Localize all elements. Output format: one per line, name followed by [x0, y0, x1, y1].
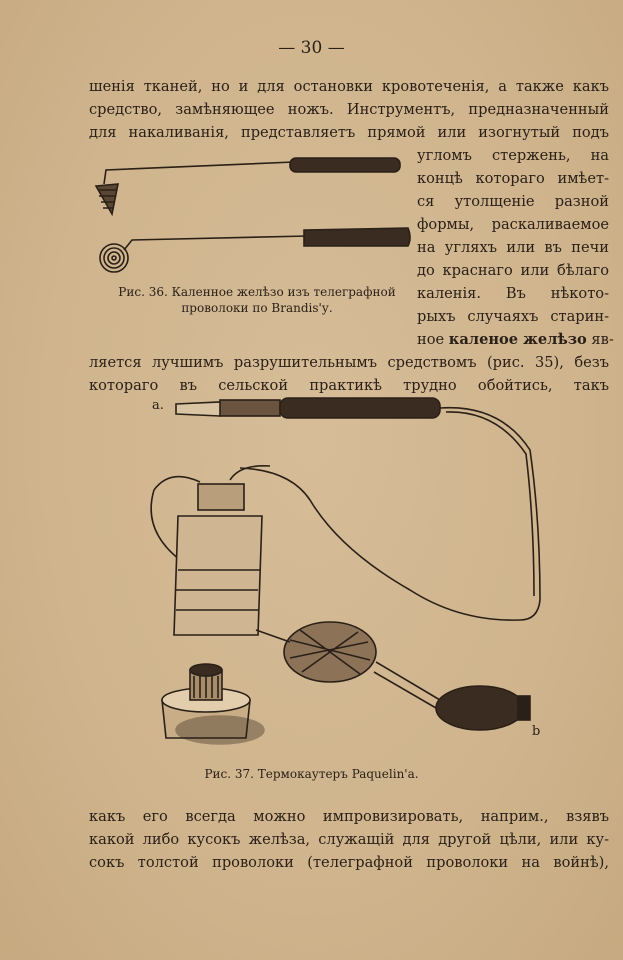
- text-line: формы, раскаливаемое: [417, 216, 609, 233]
- text-line: какой либо кусокъ желѣза, служащій для другой цѣли, или ку-: [89, 831, 609, 848]
- text-line: котораго въ сельской практикѣ трудно обойтись, такъ: [89, 377, 609, 394]
- text-line: рыхъ случаяхъ старин-: [417, 308, 609, 325]
- text-line: для накаливанія, представляетъ прямой или изогнутый подъ: [89, 124, 609, 141]
- figure-37-illustration: [140, 390, 550, 760]
- text-line: каленія. Въ нѣкото-: [417, 285, 609, 302]
- text-line: какъ его всегда можно импровизировать, наприм., взявъ: [89, 808, 609, 825]
- figure-36-caption-line: проволоки по Brandis'у.: [181, 301, 333, 315]
- figure-36-caption-line: Рис. 36. Каленное желѣзо изъ телеграфной: [118, 285, 396, 299]
- text-span: яв-: [591, 331, 614, 348]
- text-line: ся утолщеніе разной: [417, 193, 609, 210]
- text-line: угломъ стержень, на: [417, 147, 609, 164]
- text-span: ное: [417, 331, 445, 348]
- text-line: средство, замѣняющее ножъ. Инструментъ, предназначенный: [89, 101, 609, 118]
- page-number: — 30 —: [278, 38, 345, 58]
- figure-37-label-b: b: [532, 724, 541, 739]
- figure-36-illustration: [90, 150, 410, 278]
- emphasis-term: каленое желѣзо: [448, 331, 587, 348]
- text-line: шенія тканей, но и для остановки кровотеченія, а также какъ: [89, 78, 609, 95]
- figure-37-label-a: a.: [152, 398, 164, 413]
- text-line: ляется лучшимъ разрушительнымъ средствомъ (рис. 35), безъ: [89, 354, 609, 371]
- text-line: на угляхъ или въ печи: [417, 239, 609, 256]
- text-line: концѣ котораго имѣет-: [417, 170, 609, 187]
- text-line: до краснаго или бѣлаго: [417, 262, 609, 279]
- figure-37-caption: Рис. 37. Термокаутеръ Paquelin'a.: [204, 767, 419, 781]
- text-line: [417, 329, 614, 351]
- text-line: сокъ толстой проволоки (телеграфной проволоки на войнѣ),: [89, 854, 609, 871]
